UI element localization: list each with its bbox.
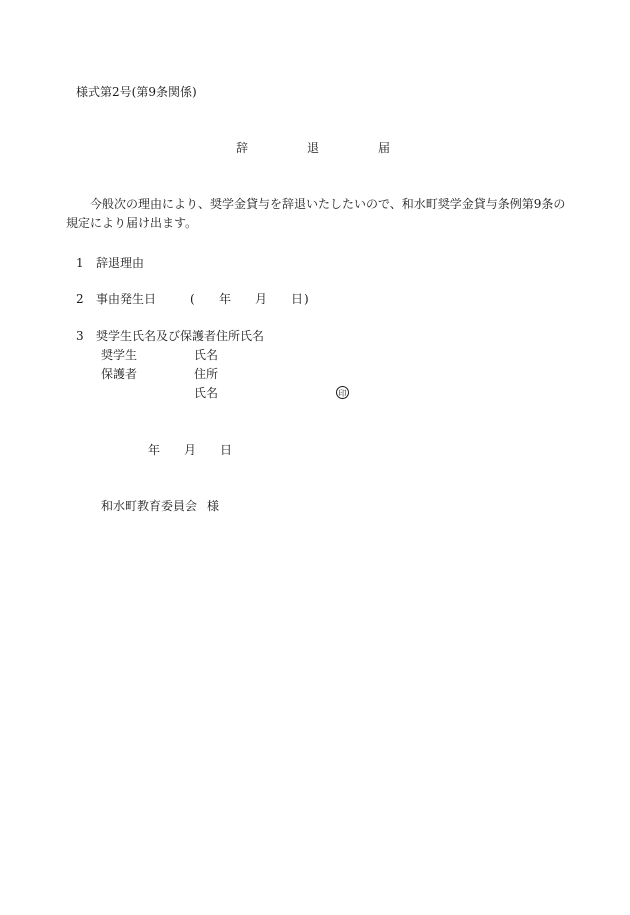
addressee-honorific: 様 bbox=[207, 499, 220, 513]
date-year: 年 bbox=[148, 443, 161, 457]
title-char-2: 退 bbox=[307, 141, 320, 155]
item-2-label: 事由発生日 bbox=[96, 292, 157, 306]
student-name-label: 氏名 bbox=[194, 348, 219, 362]
item-2-year: 年 bbox=[219, 292, 232, 306]
date-month: 月 bbox=[184, 443, 197, 457]
item-2-open-paren: ( bbox=[190, 292, 195, 306]
body-text-line-1: 今般次の理由により、奨学金貸与を辞退いたしたいので、和水町奨学金貸与条例第9条の bbox=[90, 197, 566, 211]
body-text-line-2: 規定により届け出ます。 bbox=[66, 216, 198, 230]
item-1-number: 1 bbox=[76, 256, 84, 270]
addressee-name: 和水町教育委員会 bbox=[101, 499, 198, 513]
item-2-month: 月 bbox=[255, 292, 268, 306]
item-3-number: 3 bbox=[76, 329, 84, 343]
title-char-1: 辞 bbox=[236, 141, 249, 155]
item-2-close-paren: ) bbox=[304, 292, 309, 306]
item-3-label: 奨学生氏名及び保護者住所氏名 bbox=[96, 329, 265, 343]
guardian-name-label: 氏名 bbox=[194, 386, 219, 400]
guardian-label: 保護者 bbox=[101, 367, 138, 381]
item-2-number: 2 bbox=[76, 292, 84, 306]
date-day: 日 bbox=[220, 443, 233, 457]
guardian-address-label: 住所 bbox=[194, 367, 219, 381]
title-char-3: 届 bbox=[378, 141, 391, 155]
item-2-day: 日 bbox=[291, 292, 304, 306]
form-label: 様式第2号(第9条関係) bbox=[76, 85, 197, 99]
student-label: 奨学生 bbox=[101, 348, 138, 362]
item-1-label: 辞退理由 bbox=[96, 256, 145, 270]
seal-mark: 印 bbox=[336, 386, 349, 399]
